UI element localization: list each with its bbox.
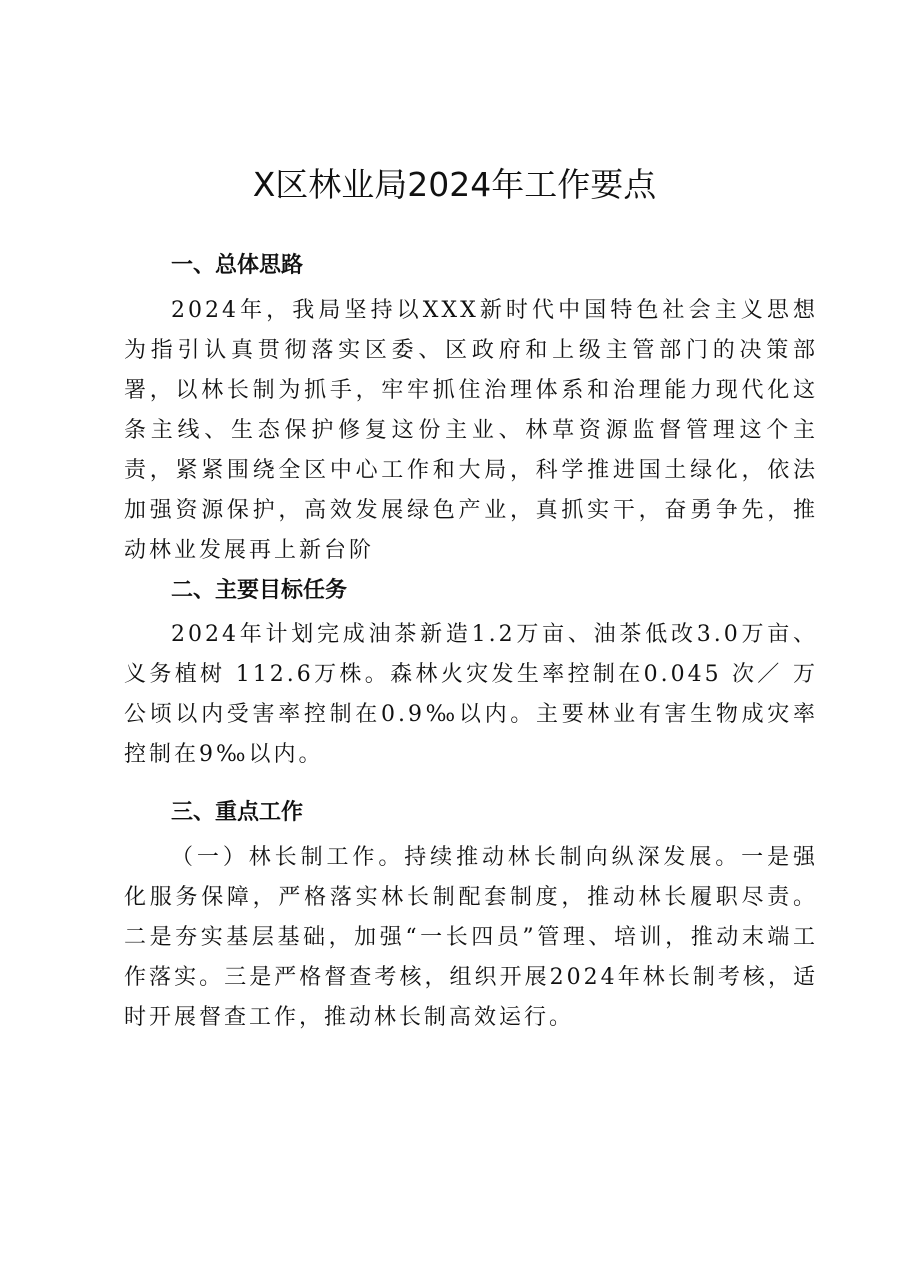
section-paragraph-main-targets: 2024年计划完成油茶新造1.2万亩、油茶低改3.0万亩、义务植树 112.6万株。森林火灾发生率控制在0.045 次／ 万公顷以内受害率控制在0.9‰以内。主要林业有害生物成灾率控制在9‰以内。 — [124, 622, 818, 767]
section-paragraph-overall-approach: 2024年，我局坚持以XXX新时代中国特色社会主义思想为指引认真贯彻落实区委、区政府和上级主管部门的决策部署，以林长制为抓手，牢牢抓住治理体系和治理能力现代化这条主线、生态保护修复这份主业、林草资源监督管理这个主责，紧紧围绕全区中心工作和大局，科学推进国土绿化，依法加强资源保护，高效发展绿色产业，真抓实干，奋勇争先，推动林业发展再上新台阶 — [124, 298, 818, 563]
section-heading-overall-approach: 一、总体思路 — [171, 253, 304, 278]
document-title: X区林业局2024年工作要点 — [252, 165, 657, 204]
document-body — [124, 246, 818, 1038]
section-heading-main-targets: 二、主要目标任务 — [171, 578, 348, 603]
section-paragraph-key-work: （一）林长制工作。持续推动林长制向纵深发展。一是强化服务保障，严格落实林长制配套制度，推动林长履职尽责。二是夯实基层基础，加强“一长四员”管理、培训，推动末端工作落实。三是严格督查考核，组织开展2024年林长制考核，适时开展督查工作，推动林长制高效运行。 — [124, 845, 818, 1030]
section-heading-key-work: 三、重点工作 — [171, 800, 304, 825]
